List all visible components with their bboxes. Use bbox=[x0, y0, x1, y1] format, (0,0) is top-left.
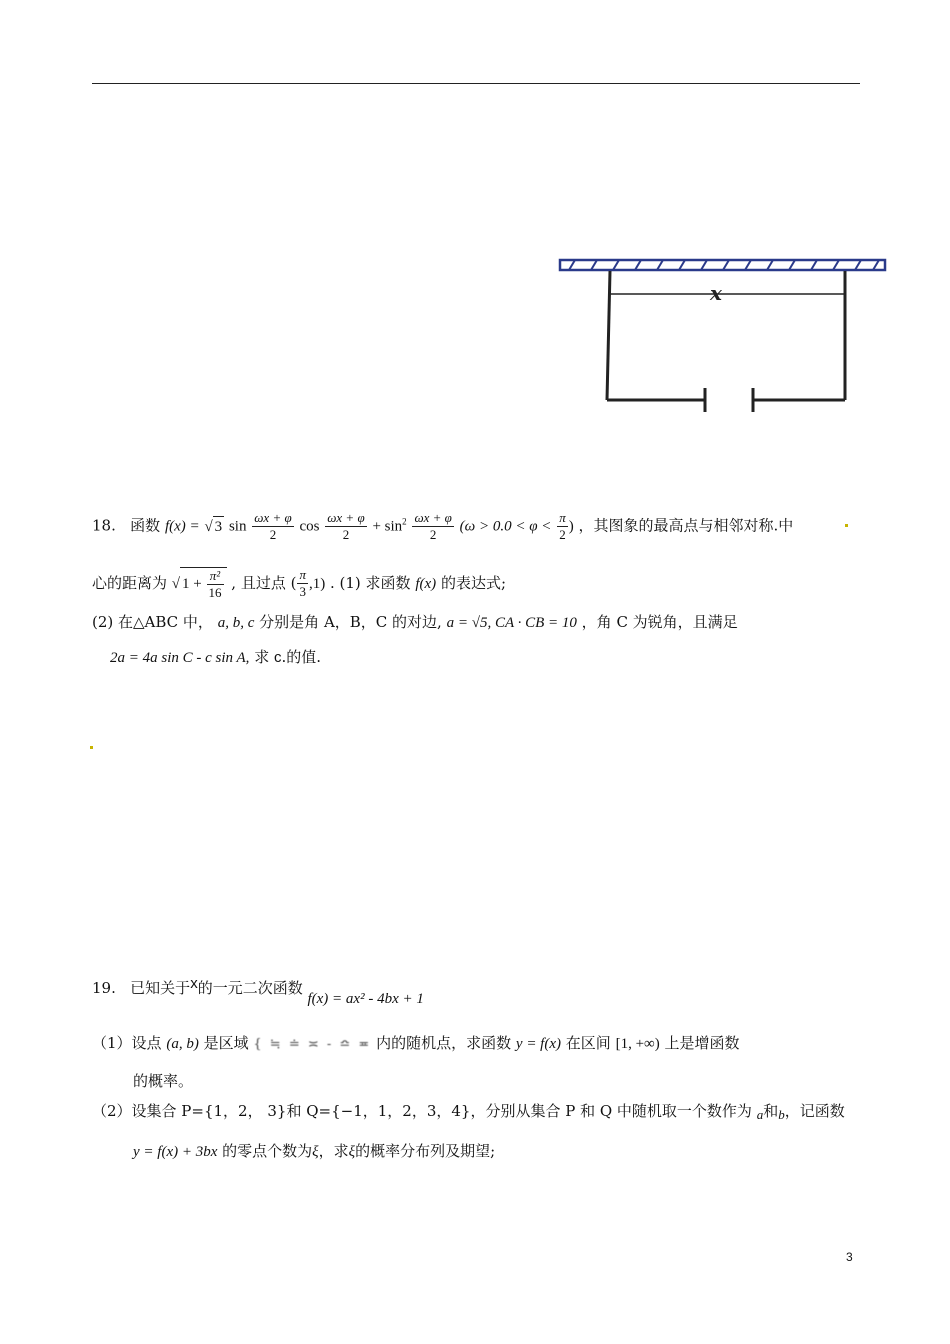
q18-l2-frac: $\frac{\text{π²}}{16}$ bbox=[208, 568, 222, 600]
q18-l3-lead: (2) 在△ABC 中， bbox=[92, 613, 213, 631]
q18-l4-ask: 求 bbox=[254, 648, 270, 666]
q18-l2-lead: 心的距离为 bbox=[92, 573, 168, 592]
q19-p1-interval: [1, +∞) bbox=[615, 1036, 660, 1052]
q19-p2-and: 和 bbox=[763, 1102, 779, 1120]
header-rule bbox=[92, 83, 860, 84]
q19-p2-lead: （2）设集合 P={1，2， 3}和 Q={−1，1，2，3，4}，分别从集合 P 和 Q 中随机取一个数作为 bbox=[92, 1102, 752, 1120]
q18-l2-tail: . (1) 求函数 bbox=[330, 573, 411, 592]
q19-lead: 已知关于 bbox=[130, 979, 191, 997]
q19-p1-point: (a, b) bbox=[166, 1036, 199, 1052]
q19-p2-l2-mid2: ，求 bbox=[318, 1142, 349, 1160]
q18-line3 bbox=[92, 612, 738, 633]
q18-l2-pi3: $\frac{\pi}{3}$ bbox=[299, 567, 306, 600]
q18-number: 18. bbox=[92, 516, 116, 535]
q19-p1-tail: 上是增函数 bbox=[664, 1034, 740, 1052]
q18-l4-end: .的值. bbox=[281, 648, 322, 666]
q19-p2-b: b bbox=[778, 1107, 785, 1122]
q18-l2-fx: f(x) bbox=[415, 575, 437, 592]
q19-p1-region: { ≒ ≐ ≍ - ≏ ≖ bbox=[253, 1037, 372, 1052]
q19-p1-mid2: 内的随机点，求函数 bbox=[376, 1034, 512, 1052]
q18-l4-eq: 2a = 4a sin C - c sin A, bbox=[110, 650, 250, 666]
q18-fx: f(x) = bbox=[164, 518, 200, 535]
q19-p2-tail: ，记函数 bbox=[784, 1102, 845, 1120]
span-label-x: x bbox=[710, 281, 722, 305]
q18-cond-close: ) bbox=[568, 518, 574, 535]
q19-part1-line1 bbox=[92, 1033, 740, 1055]
q19-p2-xi: ξ bbox=[312, 1144, 319, 1160]
q19-p1-mid: 是区域 bbox=[203, 1034, 249, 1052]
q19-p2-l2-mid: 的零点个数为 bbox=[222, 1142, 313, 1160]
q18-l3-mid: 分别是角 A，B，C 的对边, bbox=[259, 613, 442, 631]
q18-cond: (ω > 0.0 < φ < bbox=[459, 518, 552, 535]
q19-p1-lead: （1）设点 bbox=[92, 1034, 162, 1052]
q19-line1 bbox=[92, 975, 424, 1007]
q18-l2-mid: , 且过点 ( bbox=[231, 573, 297, 592]
q18-l4-c: c bbox=[274, 649, 282, 666]
q18-line4 bbox=[110, 647, 321, 668]
q18-tail: ，其图象的最高点与相邻对称.中 bbox=[578, 516, 794, 535]
q19-fx: f(x) = ax² - 4bx + 1 bbox=[307, 991, 424, 1007]
circuit-figure bbox=[555, 255, 895, 415]
q18-l3-abc: a, b, c bbox=[217, 615, 255, 631]
q18-frac3: $\frac{\omega x + \varphi}{2}$ bbox=[414, 510, 452, 542]
q18-l2-one: 1 + bbox=[182, 575, 202, 592]
stray-dot-1 bbox=[90, 746, 93, 749]
q18-l3-tail: ，角 C 为锐角，且满足 bbox=[581, 613, 738, 631]
q19-p2-a: a bbox=[756, 1107, 764, 1122]
q19-part2-line1 bbox=[92, 1101, 845, 1122]
q19-p2-l2-end: 的概率分布列及期望; bbox=[355, 1142, 496, 1160]
q19-lead2: 的一元二次函数 bbox=[197, 979, 303, 997]
q18-sin2: + sin bbox=[372, 518, 403, 535]
q18-sin: sin bbox=[228, 518, 247, 535]
q18-line2: 心的距离为 √ 1 + $\frac{\text{π²}}{16}$ , 且过点 ( $\frac{\pi}{3}$ ,1) . (1) 求函数 f(x) 的表达式; bbox=[92, 567, 507, 600]
q19-p1-l2: 的概率。 bbox=[133, 1072, 194, 1090]
q19-part1-line2 bbox=[133, 1071, 193, 1091]
q19-p1-y: y = f(x) bbox=[515, 1036, 562, 1052]
q18-line1: 18. 函数 f(x) = √ 3 sin $\frac{\omega x + \varphi}{2}$ cos $\frac{\omega x + \varphi}{2}$ + $\sin^2$ $\frac{\omega x + \varphi}{2}$ (ω > 0.0 < φ < $\frac{\pi}{2}$ ) ，其图象的最高点与相邻对称.中 bbox=[92, 510, 794, 542]
q18-pi-half: $\frac{\pi}{2}$ bbox=[559, 510, 566, 542]
circuit-wires bbox=[607, 271, 845, 412]
page-number: 3 bbox=[846, 1250, 853, 1264]
q19-p1-mid3: 在区间 bbox=[565, 1034, 611, 1052]
q18-sqrt3: 3 bbox=[213, 516, 225, 537]
q18-l2-point-end: ,1) bbox=[308, 575, 326, 592]
q18-frac2: $\frac{\omega x + \varphi}{2}$ bbox=[327, 510, 365, 542]
q18-l3-cond: a = √5, CA · CB = 10 bbox=[446, 615, 577, 631]
q19-part2-line2 bbox=[133, 1141, 495, 1162]
q18-sq: 2 bbox=[402, 516, 407, 527]
q19-x: x bbox=[190, 975, 198, 992]
q18-lead: 函数 bbox=[130, 516, 161, 535]
q18-l2-end: 的表达式; bbox=[440, 573, 507, 592]
q18-cos: cos bbox=[299, 518, 320, 535]
q19-number: 19. bbox=[92, 979, 116, 997]
q19-p2-l2-y: y = f(x) + 3bx bbox=[133, 1144, 218, 1160]
q19-p2-xi2: ξ bbox=[348, 1144, 356, 1160]
q18-frac1: $\frac{\omega x + \varphi}{2}$ bbox=[254, 510, 292, 542]
stray-dot-2 bbox=[845, 524, 848, 527]
